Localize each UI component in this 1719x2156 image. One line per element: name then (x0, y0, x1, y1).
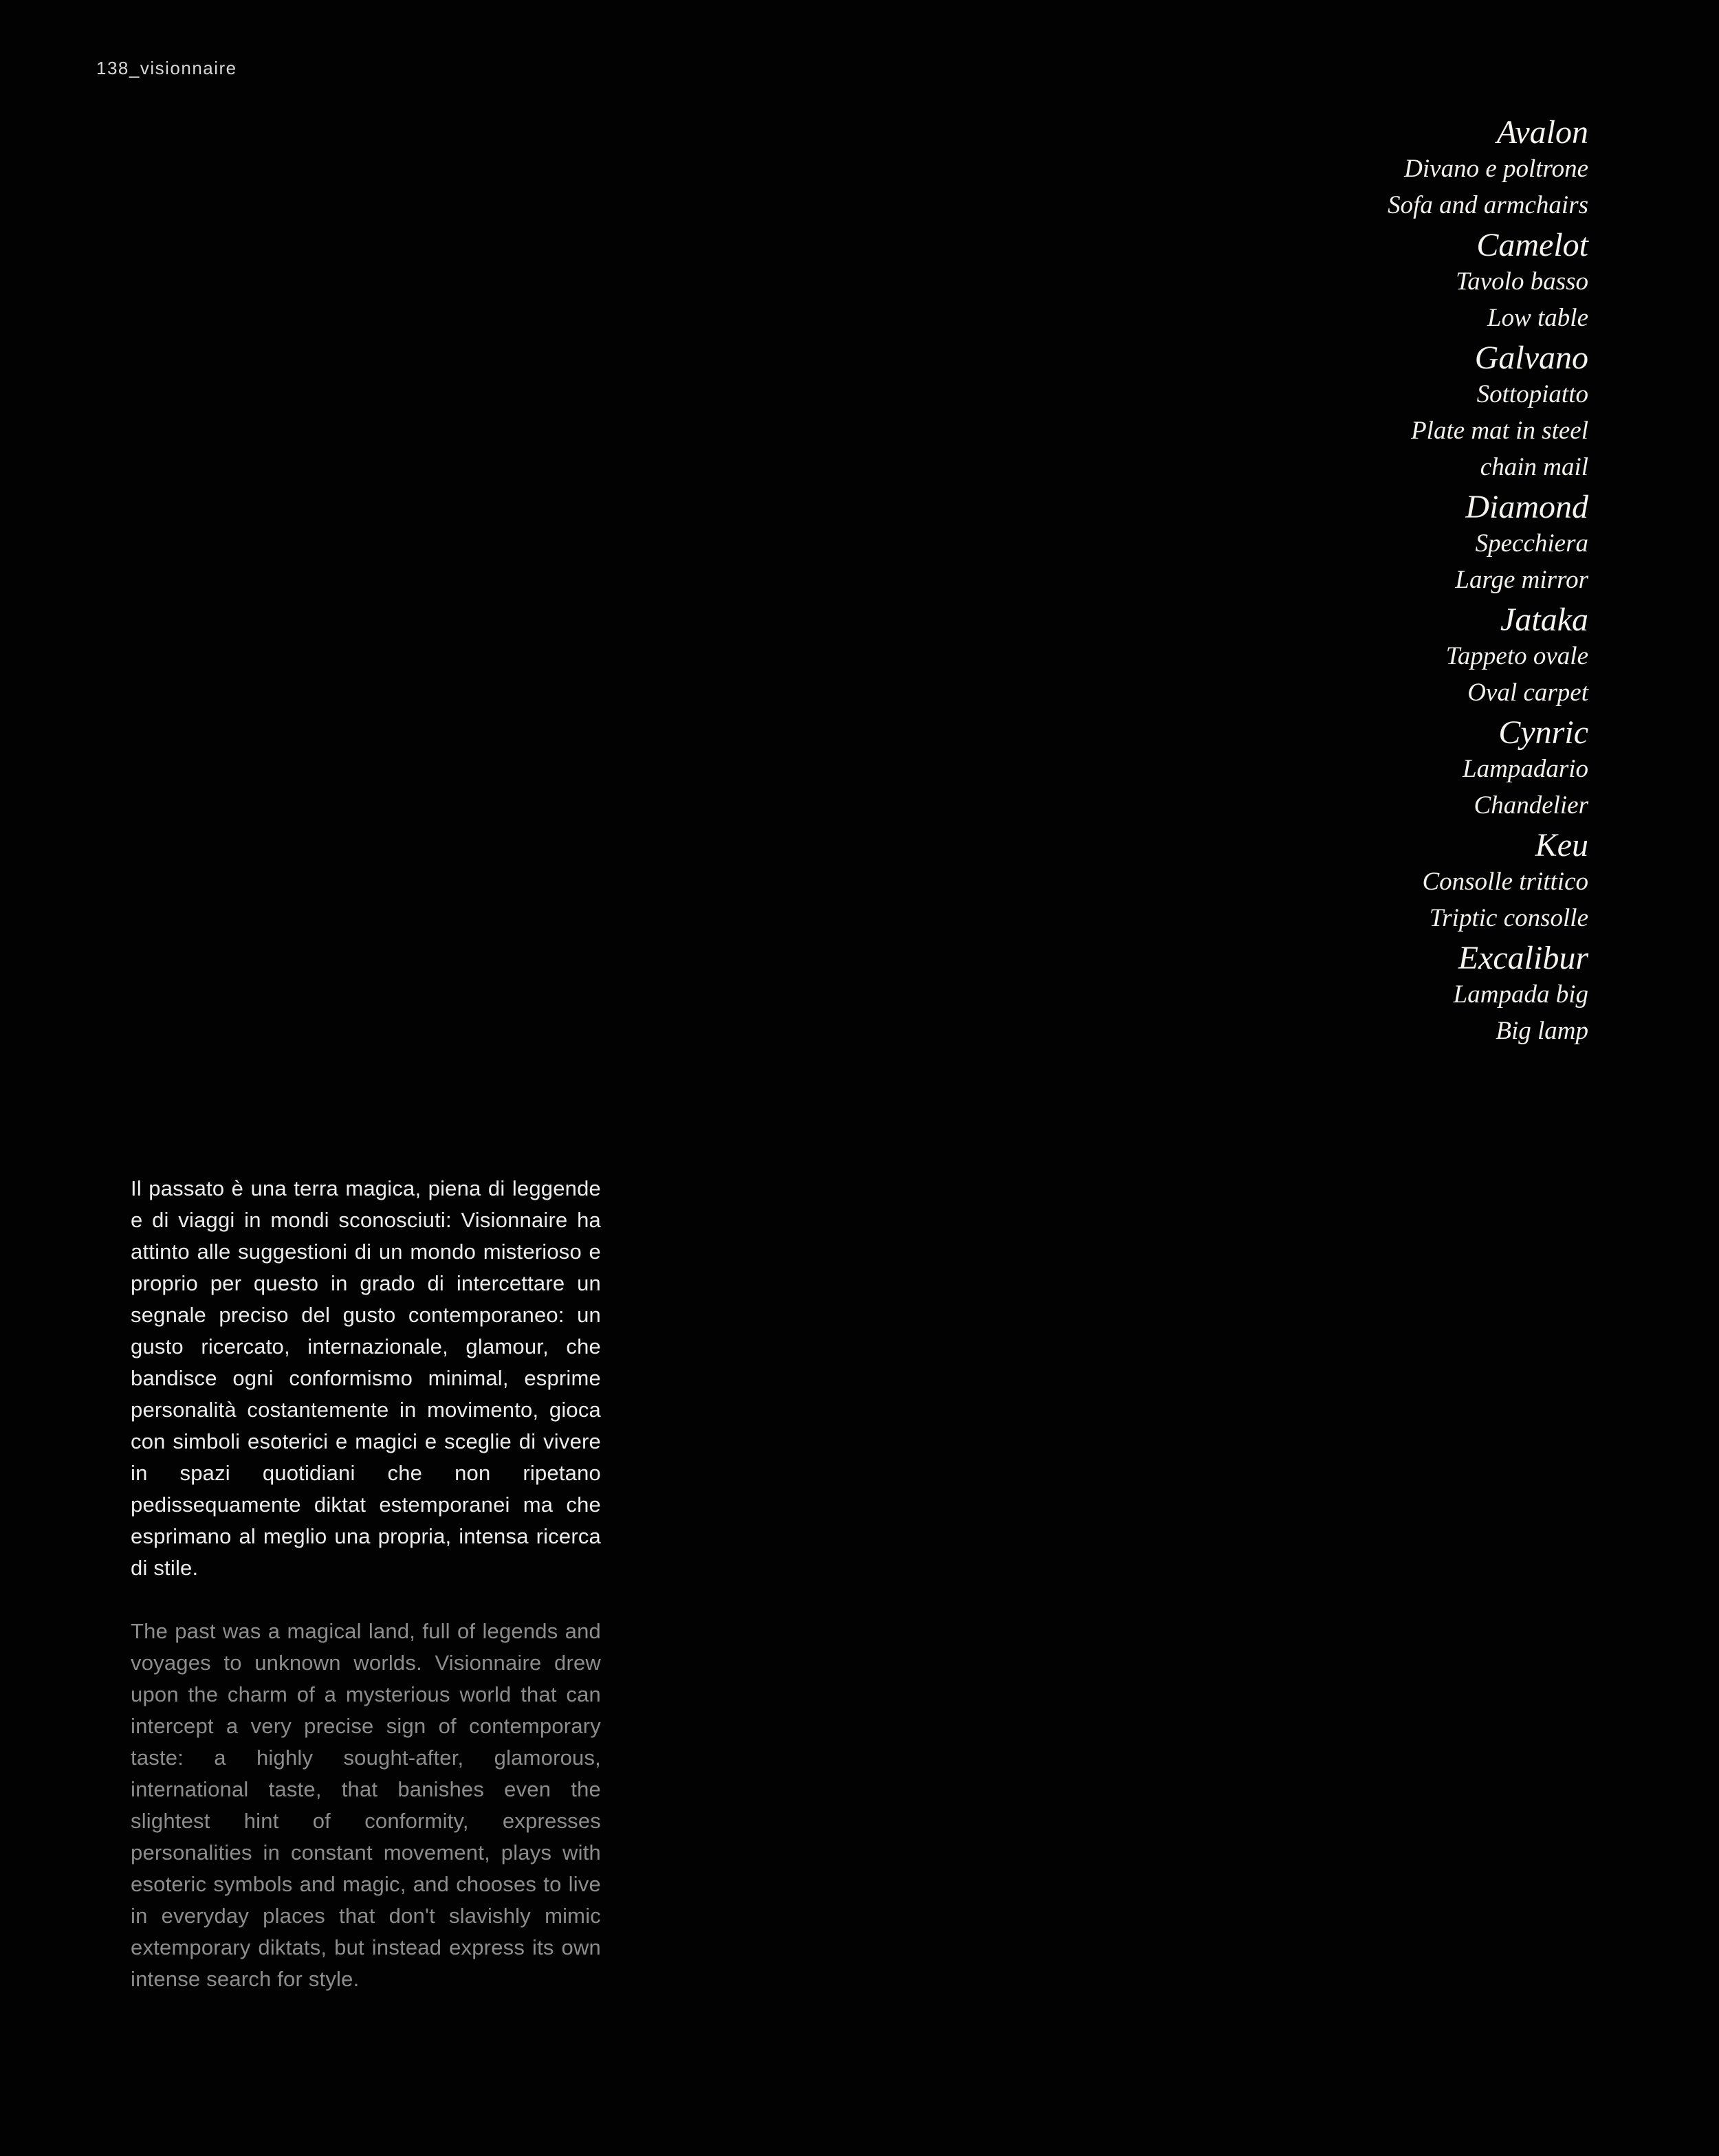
product-description-line: Big lamp (1496, 1017, 1588, 1045)
product-description-line: Consolle trittico (1422, 868, 1588, 896)
product-entry-excalibur (1388, 940, 1588, 1049)
intro-text-block (131, 1173, 601, 1995)
product-name: Avalon (1496, 114, 1588, 151)
product-description-line: Triptic consolle (1429, 904, 1588, 932)
product-description-line: Tavolo basso (1456, 267, 1588, 296)
product-name: Keu (1535, 827, 1588, 864)
product-entry-cynric (1388, 714, 1588, 824)
product-entry-galvano (1388, 340, 1588, 485)
intro-paragraph-italian: Il passato è una terra magica, piena di leggende e di viaggi in mondi sconosciuti: Visionnaire ha attinto alle suggestioni di un mondo misterioso e proprio per questo in grado di intercettare un segnale preciso del gusto contemporaneo: un gusto ricercato, internazionale, glamour, che bandisce ogni conformismo minimal, esprime personalità costantemente in movimento, gioca con simboli esoterici e magici e sceglie di vivere in spazi quotidiani che non ripetano pedissequamente diktat estemporanei ma che esprimano al meglio una propria, intensa ricerca di stile. (131, 1176, 601, 1580)
product-index (1388, 114, 1588, 1049)
product-entry-jataka (1388, 602, 1588, 711)
product-description-line: Oval carpet (1467, 679, 1588, 707)
product-description-line: Large mirror (1455, 566, 1588, 594)
product-entry-camelot (1388, 227, 1588, 336)
product-description-line: Lampadario (1463, 755, 1588, 783)
product-name: Excalibur (1458, 940, 1588, 976)
product-description-line: Specchiera (1475, 529, 1588, 558)
product-description-line: Lampada big (1453, 980, 1588, 1009)
product-entry-avalon (1388, 114, 1588, 223)
product-description-line: Sottopiatto (1476, 380, 1588, 408)
product-name: Cynric (1498, 714, 1588, 751)
page-folio: 138_visionnaire (96, 58, 237, 78)
product-entry-diamond (1388, 489, 1588, 598)
product-description-line: Chandelier (1474, 791, 1588, 820)
product-description-line: Plate mat in steel (1411, 417, 1588, 445)
product-description-line: Low table (1487, 304, 1588, 332)
product-description-line: chain mail (1480, 453, 1588, 481)
product-description-line: Divano e poltrone (1404, 155, 1588, 183)
product-description-line: Sofa and armchairs (1388, 191, 1588, 219)
intro-paragraph-english: The past was a magical land, full of legends and voyages to unknown worlds. Visionnaire drew upon the charm of a mysterious world that can intercept a very precise sign of contemporary taste: a highly sought-after, glamorous, international taste, that banishes even the slightest hint of conformity, expresses personalities in constant movement, plays with esoteric symbols and magic, and chooses to live in everyday places that don't slavishly mimic extemporary diktats, but instead express its own intense search for style. (131, 1619, 601, 1991)
product-name: Diamond (1465, 489, 1588, 525)
product-name: Galvano (1474, 340, 1588, 376)
product-name: Jataka (1500, 602, 1588, 638)
product-description-line: Tappeto ovale (1445, 642, 1588, 670)
product-entry-keu (1388, 827, 1588, 936)
product-name: Camelot (1476, 227, 1588, 263)
